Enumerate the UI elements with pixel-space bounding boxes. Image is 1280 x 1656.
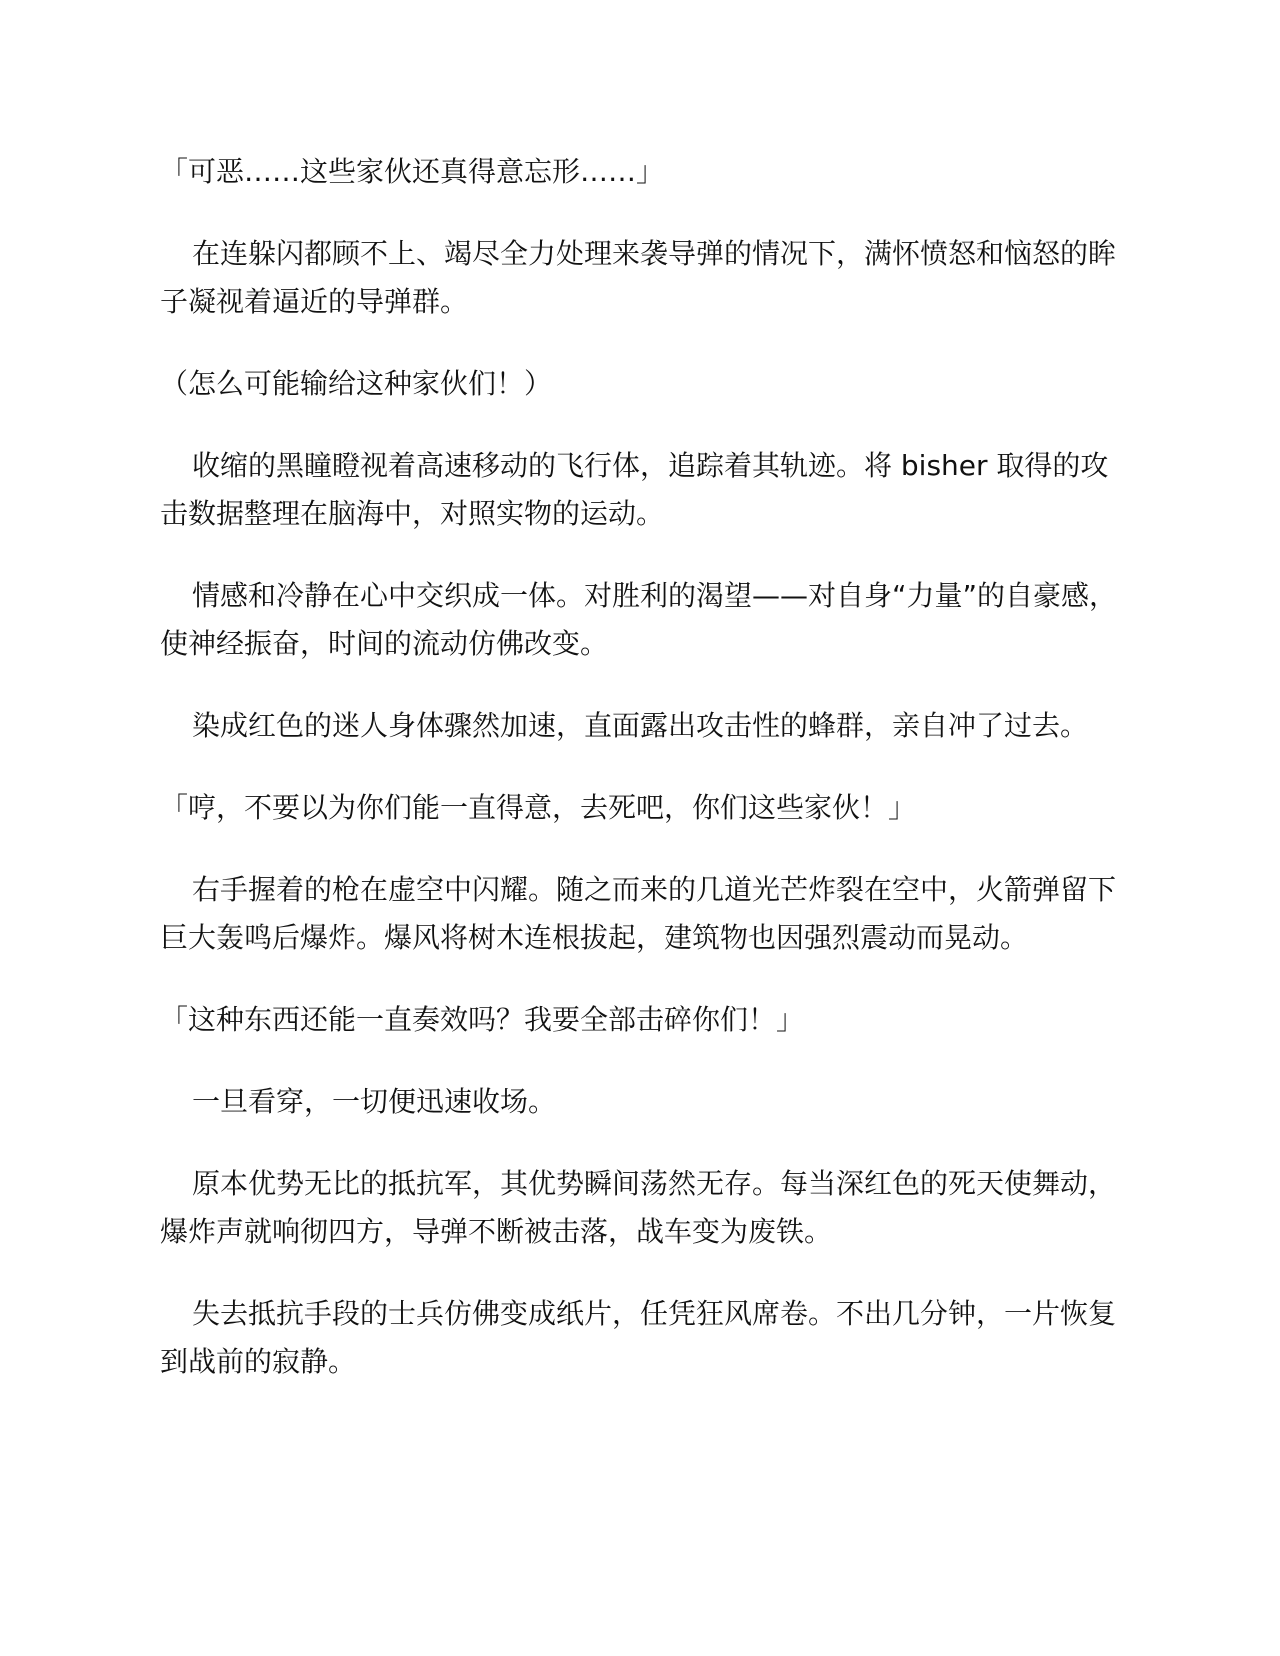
paragraph-dialogue: 「这种东西还能一直奏效吗？我要全部击碎你们！」 — [160, 1003, 805, 1036]
paragraph-narration: 情感和冷静在心中交织成一体。对胜利的渴望——对自身“力量”的自豪感，使神经振奋，时间的流动仿佛改变。 — [160, 579, 1118, 660]
paragraph-narration: 染成红色的迷人身体骤然加速，直面露出攻击性的蜂群，亲自冲了过去。 — [192, 709, 1089, 742]
paragraph-narration: 一旦看穿，一切便迅速收场。 — [192, 1085, 557, 1118]
text-body — [160, 148, 1120, 1420]
paragraph-dialogue: 「哼，不要以为你们能一直得意，去死吧，你们这些家伙！」 — [160, 791, 917, 824]
paragraph-dialogue: 「可恶……这些家伙还真得意忘形……」 — [160, 155, 665, 188]
paragraph-narration: 失去抵抗手段的士兵仿佛变成纸片，任凭狂风席卷。不出几分钟，一片恢复到战前的寂静。 — [160, 1297, 1117, 1378]
paragraph-narration: 原本优势无比的抵抗军，其优势瞬间荡然无存。每当深红色的死天使舞动，爆炸声就响彻四方，导弹不断被击落，战车变为废铁。 — [160, 1167, 1117, 1248]
paragraph-narration: 右手握着的枪在虚空中闪耀。随之而来的几道光芒炸裂在空中，火箭弹留下巨大轰鸣后爆炸。爆风将树木连根拔起，建筑物也因强烈震动而晃动。 — [160, 873, 1117, 954]
paragraph-narration: 收缩的黑瞳瞪视着高速移动的飞行体，追踪着其轨迹。将 bisher 取得的攻击数据整理在脑海中，对照实物的运动。 — [160, 449, 1109, 530]
paragraph-thought: （怎么可能输给这种家伙们！） — [160, 367, 553, 400]
paragraph-narration: 在连躲闪都顾不上、竭尽全力处理来袭导弹的情况下，满怀愤怒和恼怒的眸子凝视着逼近的导弹群。 — [160, 237, 1117, 318]
